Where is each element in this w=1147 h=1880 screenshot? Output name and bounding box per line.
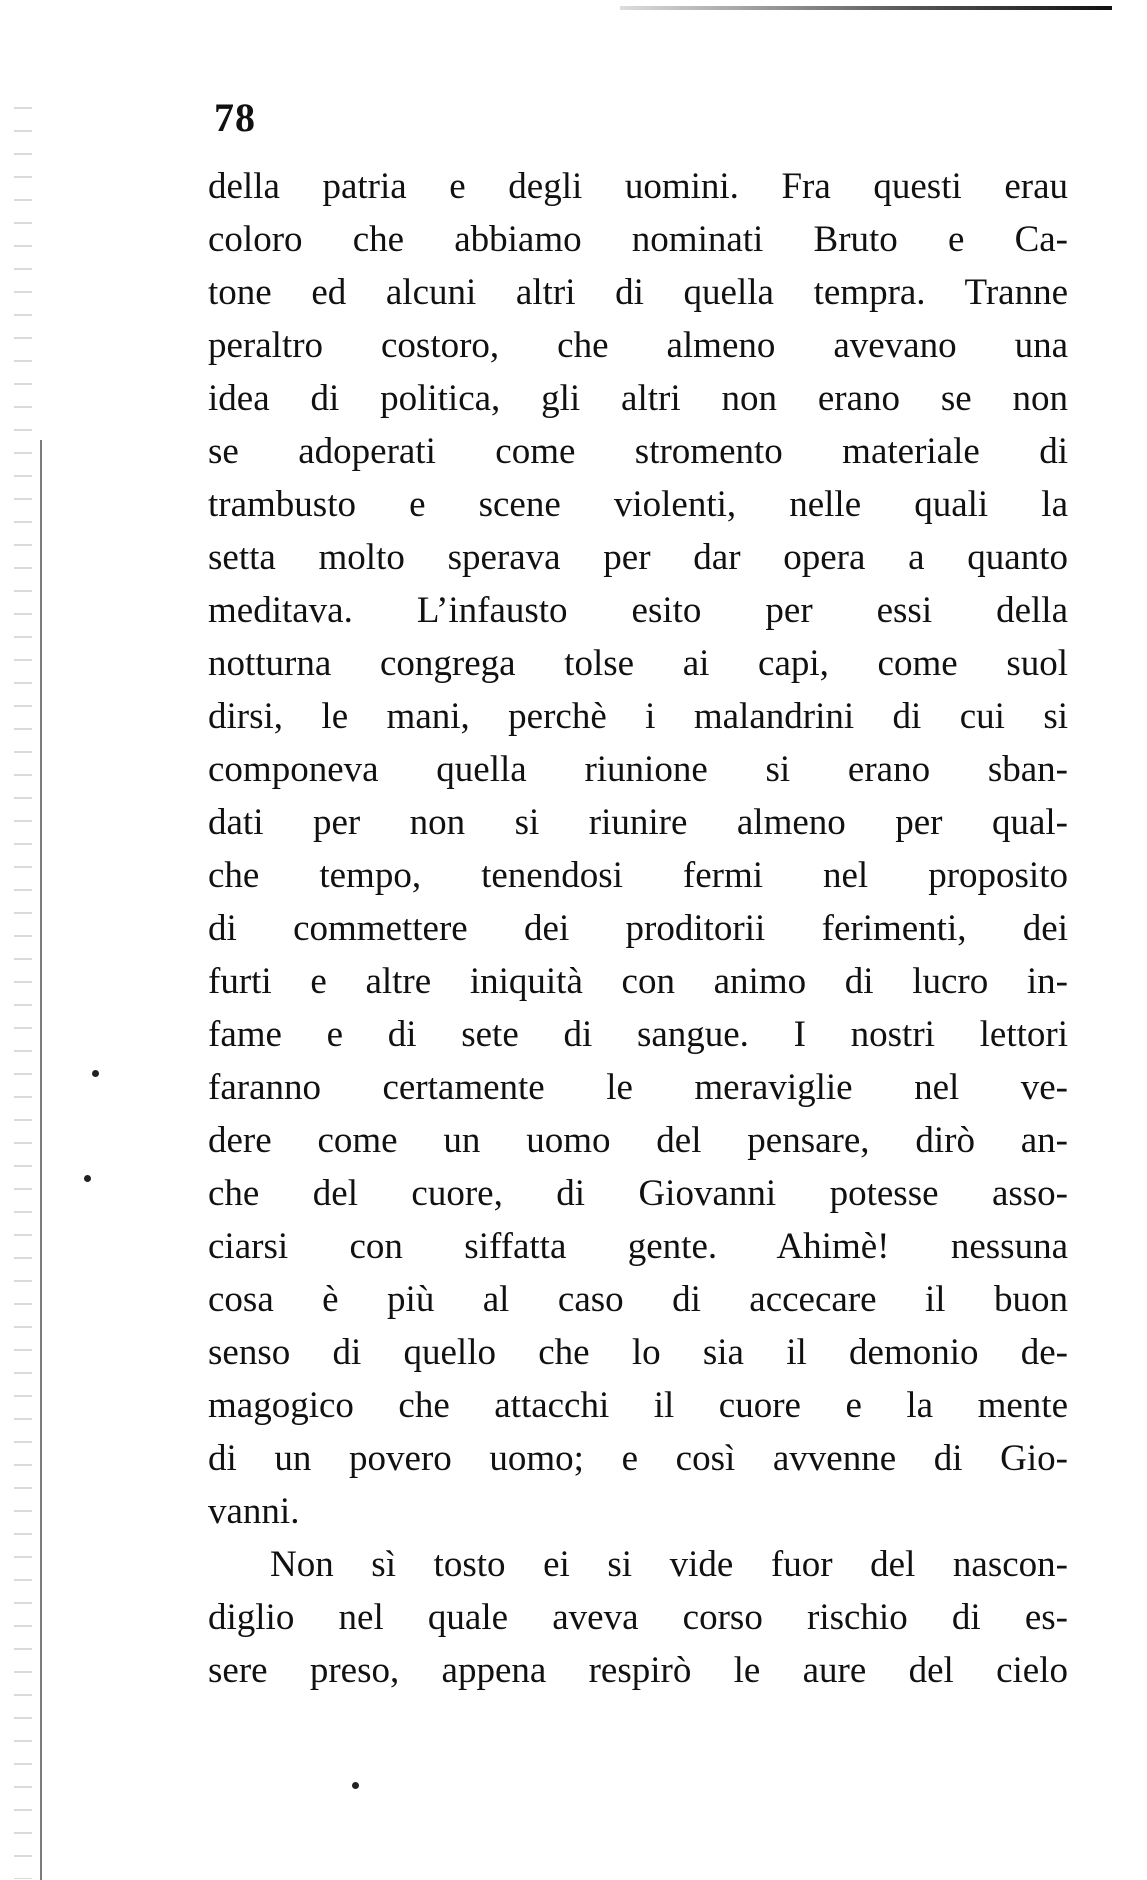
ink-speck (84, 1175, 91, 1182)
body-text (208, 160, 1068, 1697)
text-line: ciarsi con siffatta gente. Ahimè! nessuna (208, 1226, 1068, 1267)
top-edge-rule (620, 6, 1112, 10)
ink-speck (352, 1782, 359, 1789)
text-line: setta molto sperava per dar opera a quanto (208, 537, 1068, 578)
text-line: coloro che abbiamo nominati Bruto e Ca- (208, 219, 1068, 260)
text-line: furti e altre iniquità con animo di lucro in- (208, 961, 1068, 1002)
text-line: senso di quello che lo sia il demonio de- (208, 1332, 1068, 1373)
text-line: Non sì tosto ei si vide fuor del nascon- (270, 1544, 1068, 1585)
text-line: tone ed alcuni altri di quella tempra. Tranne (208, 272, 1068, 313)
ink-speck (92, 1070, 99, 1077)
text-line: meditava. L’infausto esito per essi della (208, 590, 1068, 631)
text-line: di commettere dei proditorii ferimenti, dei (208, 908, 1068, 949)
binding-shadow-line (40, 440, 42, 1880)
text-line: che tempo, tenendosi fermi nel proposito (208, 855, 1068, 896)
text-line: dati per non si riunire almeno per qual- (208, 802, 1068, 843)
text-line: sere preso, appena respirò le aure del cielo (208, 1650, 1068, 1691)
text-line: faranno certamente le meraviglie nel ve- (208, 1067, 1068, 1108)
text-line: diglio nel quale aveva corso rischio di es- (208, 1597, 1068, 1638)
text-line: vanni. (208, 1491, 300, 1532)
binding-edge (14, 100, 32, 1879)
text-line: componeva quella riunione si erano sban- (208, 749, 1068, 790)
text-line: che del cuore, di Giovanni potesse asso- (208, 1173, 1068, 1214)
text-line: di un povero uomo; e così avvenne di Gio- (208, 1438, 1068, 1479)
text-line: dere come un uomo del pensare, dirò an- (208, 1120, 1068, 1161)
text-line: cosa è più al caso di accecare il buon (208, 1279, 1068, 1320)
text-line: della patria e degli uomini. Fra questi erau (208, 166, 1068, 207)
text-line: peraltro costoro, che almeno avevano una (208, 325, 1068, 366)
text-line: se adoperati come stromento materiale di (208, 431, 1068, 472)
text-line: dirsi, le mani, perchè i malandrini di cui si (208, 696, 1068, 737)
text-line: magogico che attacchi il cuore e la mente (208, 1385, 1068, 1426)
text-line: trambusto e scene violenti, nelle quali la (208, 484, 1068, 525)
text-line: fame e di sete di sangue. I nostri lettori (208, 1014, 1068, 1055)
page-number: 78 (214, 95, 256, 140)
text-line: notturna congrega tolse ai capi, come suol (208, 643, 1068, 684)
text-line: idea di politica, gli altri non erano se non (208, 378, 1068, 419)
